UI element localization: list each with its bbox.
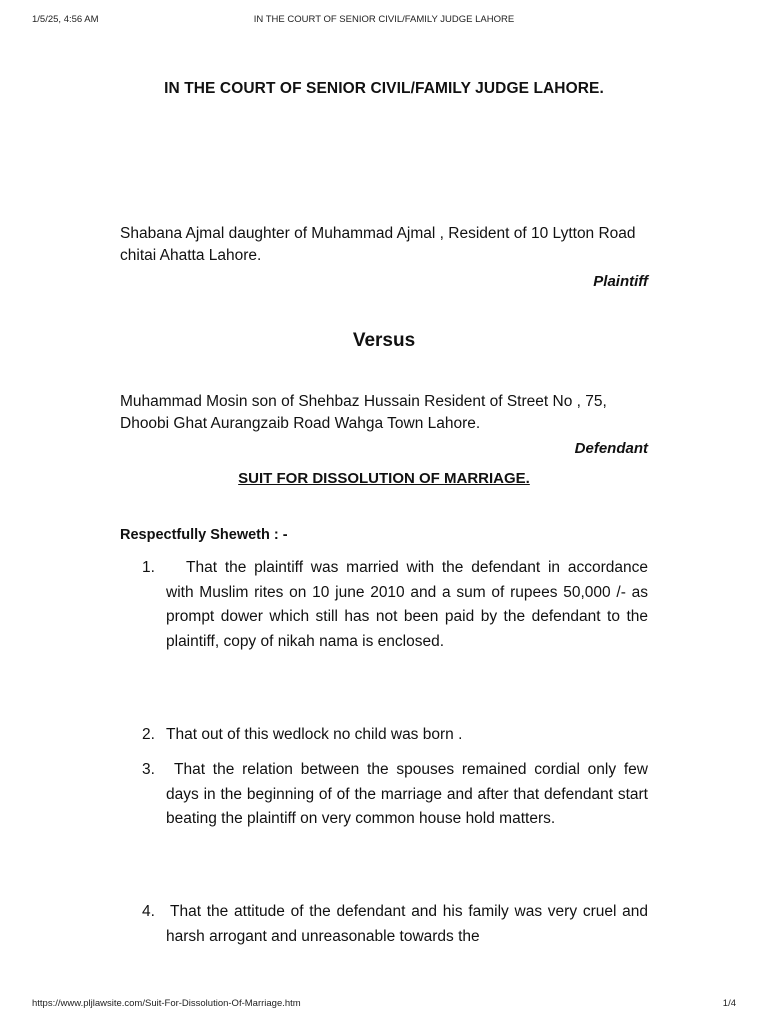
defendant-label: Defendant — [574, 440, 648, 457]
item-number: 2. — [142, 726, 155, 743]
plaintiff-details: Shabana Ajmal daughter of Muhammad Ajmal , Resident of 10 Lytton Road chitai Ahatta Lahore. — [120, 225, 636, 264]
list-item — [142, 900, 648, 949]
print-page-title: IN THE COURT OF SENIOR CIVIL/FAMILY JUDGE LAHORE — [253, 14, 515, 25]
item-number: 3. — [142, 761, 155, 778]
print-datetime: 1/5/25, 4:56 AM — [32, 14, 99, 25]
plaintiff-label: Plaintiff — [593, 273, 648, 290]
list-item — [142, 758, 648, 832]
item-number: 4. — [142, 903, 155, 920]
list-item — [142, 723, 648, 748]
suit-title: SUIT FOR DISSOLUTION OF MARRIAGE. — [238, 470, 530, 487]
print-url: https://www.pljlawsite.com/Suit-For-Dissolution-Of-Marriage.htm — [32, 998, 301, 1009]
list-item — [142, 556, 648, 654]
print-page-count: 1/4 — [722, 998, 736, 1009]
item-number: 1. — [142, 559, 155, 576]
item-text: That the plaintiff was married with the defendant in accordance with Muslim rites on 10 june 2010 and a sum of rupees 50,000 /- as prompt dower which still has not been paid by the defendant to the plaintiff, copy of nikah nama is enclosed. — [166, 559, 648, 650]
court-title: IN THE COURT OF SENIOR CIVIL/FAMILY JUDGE LAHORE. — [164, 80, 604, 97]
sheweth-heading: Respectfully Sheweth : - — [120, 527, 288, 543]
item-text: That the relation between the spouses remained cordial only few days in the beginning of of the marriage and after that defendant start beating the plaintiff on very common house hold matters. — [166, 761, 648, 827]
item-text: That out of this wedlock no child was born . — [166, 726, 463, 743]
defendant-details: Muhammad Mosin son of Shehbaz Hussain Resident of Street No , 75, Dhoobi Ghat Aurangzaib Road Wahga Town Lahore. — [120, 393, 607, 432]
item-text: That the attitude of the defendant and his family was very cruel and harsh arrogant and unreasonable towards the — [166, 903, 648, 945]
versus-heading: Versus — [352, 330, 416, 351]
